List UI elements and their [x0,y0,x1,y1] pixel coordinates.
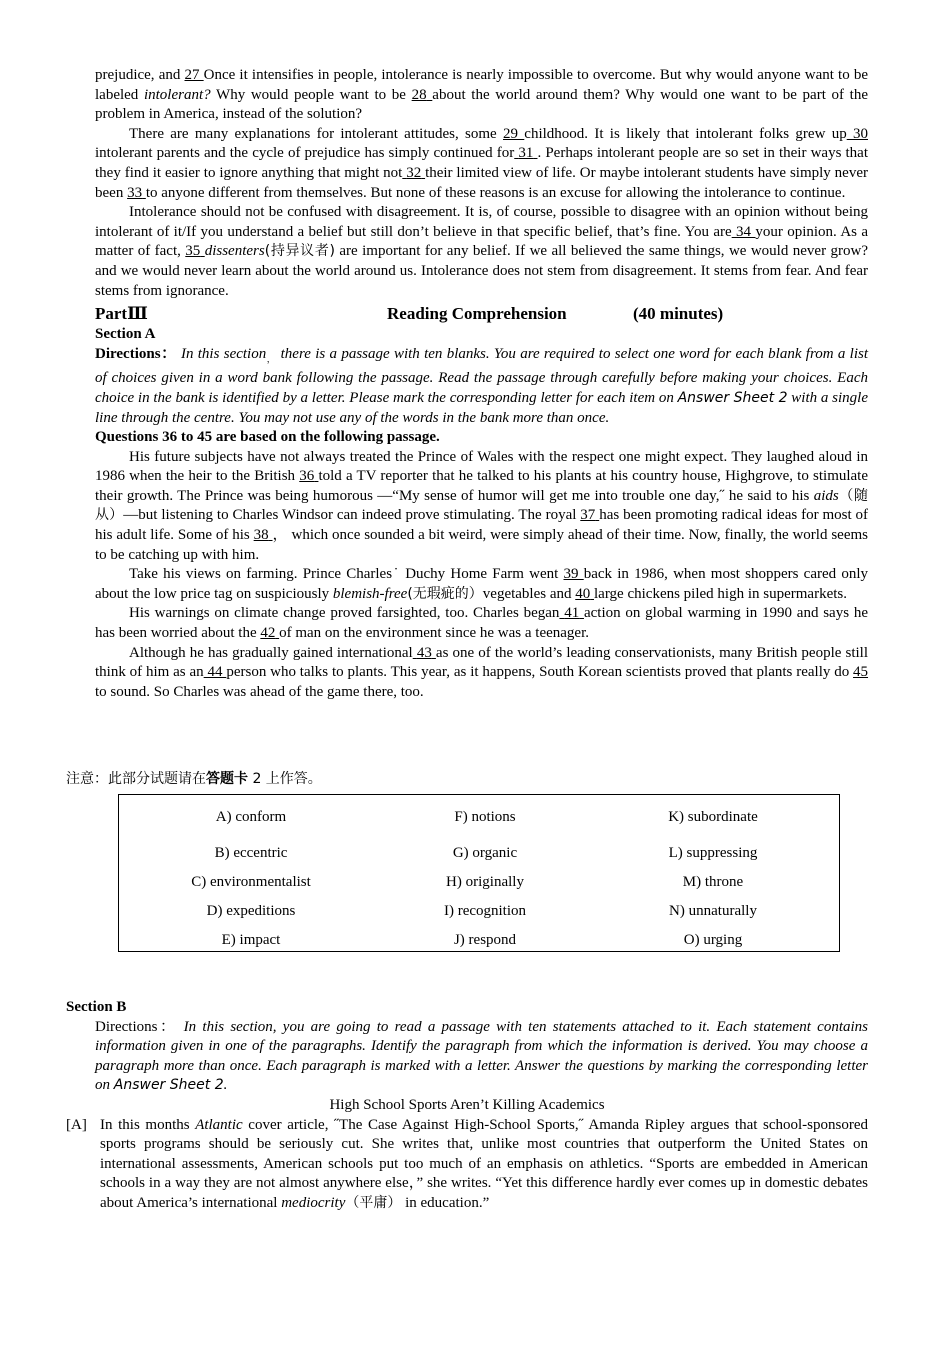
text-run: ， which once sounded a bit weird, were simply ahead of their time. Now, finally, the world seems to be catching up with him. [95,527,868,563]
text-run: There are many explanations for intolerant attitudes, some [129,125,503,142]
chinese-gloss: (持异议者) [264,243,335,260]
word-option: G) organic [452,845,518,861]
text-run: Although he has gradually gained international [129,644,413,661]
blank-number: 32 [406,164,422,181]
text-run: has been promoting radical ideas for most of his adult life. Some of his [95,507,869,544]
text-run: are important for any belief. If we all believed the same things, we would never grow? and we would never learn about the world around us. Intolerance does not stem from disagreement. It stems from fear. And fear stems from ignorance. [95,243,868,299]
blank-36[interactable] [299,468,318,484]
passage-top-paragraph-3 [95,203,868,301]
italic-word: mediocrity [281,1194,346,1211]
text-run: cover article, ˝The Case Against High-School Sports,˝ Amanda Ripley argues that school-sponsored sports programs should be seriously cut. She writes that, unlike most countries that outperform the United States on international assessments, American schools put too much of an emphasis on athletics. “Sports are embedded in American schools in a way they are not almost anywhere else，” she writes. “Yet this difference hardly ever comes up in domestic debates about America’s international [100,1116,868,1211]
word-option: H) originally [446,874,524,890]
part-label: PartⅢ [95,304,148,324]
blank-number: 45 [853,664,869,681]
text-run: to sound. So Charles was ahead of the game there, too. [95,683,424,700]
chinese-gloss: （平庸） [345,1194,402,1211]
blank-number: 38 [253,527,269,544]
word-option: L) suppressing [668,845,758,861]
section-b-heading: Section B [66,999,127,1015]
text-run: with a single line through the centre. You may not use any of the words in the bank more than once. [95,389,868,426]
text-run: 2 上作答。 [248,771,322,787]
blank-number: 34 [736,223,752,240]
text-run: in education.” [401,1194,490,1211]
blank-29[interactable] [503,126,524,142]
text-run: person who talks to plants. This year, as it happens, South Korean scientists proved that plants really do [226,664,854,681]
text-run: about the world around them? Why would one want to be part of the problem in America, instead of the solution? [95,86,869,123]
passage-a-paragraph-1 [95,448,868,566]
blank-41[interactable] [559,605,584,621]
text-run: your opinion. As a matter of fact, [95,223,869,260]
word-option: M) throne [682,874,744,890]
blank-number: 44 [207,664,223,681]
italic-word: intolerant? [143,86,211,103]
text-run: their limited view of life. Or maybe intolerant students have simply never been [95,164,868,201]
text-run: ˙ [392,566,400,583]
word-option: J) respond [453,932,517,948]
text-run: childhood. It is likely that intolerant folks grew up [524,125,847,142]
text-run: His warnings on climate change proved farsighted, too. Charles began [129,605,560,622]
paragraph-a-text [100,1116,868,1214]
text-run: ， [266,353,277,364]
word-option: I) recognition [443,903,527,919]
text-run: back in 1986, when most shoppers cared only about the low price tag on suspiciously [95,566,869,602]
blank-number: 43 [416,644,432,661]
text-run: vegetables and [482,585,576,602]
blank-30[interactable] [847,126,868,142]
text-run: Intolerance should not be confused with disagreement. It is, of course, possible to disagree with an opinion without being intolerant of it/If you understand a belief but still don’t believe in that specific belief, that’s fine. You are [95,204,868,240]
word-option: N) unnaturally [669,903,757,919]
passage-a-paragraph-3 [95,604,868,643]
questions-line: Questions 36 to 45 are based on the following passage. [95,429,440,446]
word-bank-column-1 [131,807,371,959]
paragraph-label: [A] [66,1116,87,1133]
word-option: O) urging [683,932,743,948]
blank-37[interactable] [580,507,599,523]
blank-number: 30 [853,125,868,142]
blank-45[interactable] [853,664,868,680]
blank-35[interactable] [185,243,204,259]
text-run: told a TV reporter that he talked to his plants at his country house, Highgrove, to stimulate their growth. The Prince was being humorous —“My sense of humor will get me into trouble one day, [95,468,869,504]
text-run: action on global warming in 1990 and says he has been worried about the [95,605,868,642]
text-run: Duchy Home Farm went [399,566,564,583]
part-time: (40 minutes) [633,304,724,324]
blank-number: 35 [185,243,201,260]
section-a-directions [95,345,868,428]
blank-38[interactable] [254,527,273,543]
blank-number: 28 [411,86,427,103]
italic-word: dissenters [204,243,265,260]
word-option: A) conform [215,809,287,825]
blank-number: 41 [564,605,580,622]
word-bank-column-3 [593,807,833,959]
passage-title: High School Sports Aren’t Killing Academics [329,1096,605,1113]
text-run: Take his views on farming. Prince Charles [129,566,393,583]
blank-number: 29 [503,125,518,142]
blank-number: 27 [184,67,200,83]
text-run: of man on the environment since he was a teenager. [279,625,589,642]
text-run: Why would people want to be [210,86,412,103]
text-run: he said to his [724,487,814,504]
blank-44[interactable] [204,664,227,680]
section-b [66,998,868,1214]
paragraph-a [66,1116,868,1214]
part-heading [95,303,868,325]
blank-40[interactable] [575,586,594,602]
blank-33[interactable] [127,185,146,201]
text-run: —but listening to Charles Windsor can indeed prove stimulating. The royal [123,507,581,524]
text-run: . [223,1077,228,1094]
blank-43[interactable] [413,645,436,661]
word-bank-column-2 [365,807,605,959]
directions-label: Directions： [95,1018,178,1035]
text-run: to anyone different from themselves. But none of these reasons is an excuse for allowing the intolerance to continue. [145,184,846,201]
text-run: prejudice, and [95,67,185,83]
blank-28[interactable] [412,87,433,103]
text-run: large chickens piled high in supermarkets. [594,585,847,602]
passage-a-paragraph-2 [95,565,868,604]
bold-text: 答题卡 [206,771,248,787]
blank-number: 42 [260,625,276,642]
word-option: F) notions [454,809,516,825]
answer-sheet-ref: Answer Sheet 2 [677,389,788,406]
word-bank-box [118,794,840,952]
word-option: E) impact [221,932,281,948]
text-run: as one of the world’s leading conservationists, many British people still think of him as an [95,644,868,681]
word-option: D) expeditions [206,903,296,919]
text-run: His future subjects have not always treated the Prince of Wales with the respect one might expect. They laughed aloud in 1986 when the heir to the British [95,448,868,485]
word-option: B) eccentric [214,845,288,861]
italic-word: aids [813,487,839,504]
section-a-heading: Section A [95,326,156,343]
text-run: Once it intensifies in people, intolerance is nearly impossible to overcome. But why would anyone want to be labeled [95,67,869,103]
chinese-gloss: (无瑕疵的） [407,585,483,602]
italic-word: Atlantic [195,1116,243,1133]
italic-word: blemish-free [332,585,408,602]
blank-number: 31 [518,145,534,162]
blank-number: 40 [575,585,591,602]
text-run: In this section, you are going to read a passage with ten statements attached to it. Each statement contains information given in one of the paragraphs. Identify the paragraph from which the information is derived. You may choose a paragraph more than once. Each paragraph is marked with a letter. Answer the questions by marking the corresponding letter on [95,1018,869,1094]
blank-39[interactable] [564,566,584,582]
blank-27[interactable] [185,67,204,83]
text-run: ˝ [719,487,725,504]
blank-number: 36 [299,468,315,485]
passage-top-paragraph-1 [95,66,868,125]
passage-top-paragraph-2 [95,125,868,203]
text-run: . Perhaps intolerant people are so set in their ways that they find it easier to ignore anything that might not [95,145,869,181]
text-run: 注意：此部分试题请在 [66,771,206,787]
part-title: Reading Comprehension [387,304,567,324]
blank-32[interactable] [402,165,425,181]
text-run: In this section [180,345,267,362]
word-option: C) environmentalist [191,874,311,890]
blank-31[interactable] [514,145,537,161]
answer-sheet-note [66,770,322,790]
answer-sheet-ref: Answer Sheet 2 [113,1077,224,1094]
directions-label: Directions： [95,345,177,362]
blank-number: 39 [563,566,579,583]
text-run: intolerant parents and the cycle of prejudice has simply continued for [95,145,515,162]
blank-34[interactable] [732,224,756,240]
text-run: there is a passage with ten blanks. You are required to select one word for each blank from a list of choices given in a word bank following the passage. Read the passage through carefully before making your choices. Each choice in the bank is identified by a letter. Please mark the corresponding letter for each item on [95,345,869,406]
word-option: K) subordinate [668,809,758,825]
exam-page-body [95,66,868,702]
passage-a-paragraph-4 [95,644,868,703]
blank-number: 33 [127,184,143,201]
section-b-directions [95,1018,868,1096]
blank-42[interactable] [260,625,279,641]
blank-number: 37 [580,507,596,524]
chinese-gloss: （随从） [95,487,869,524]
text-run: In this months [100,1116,196,1133]
